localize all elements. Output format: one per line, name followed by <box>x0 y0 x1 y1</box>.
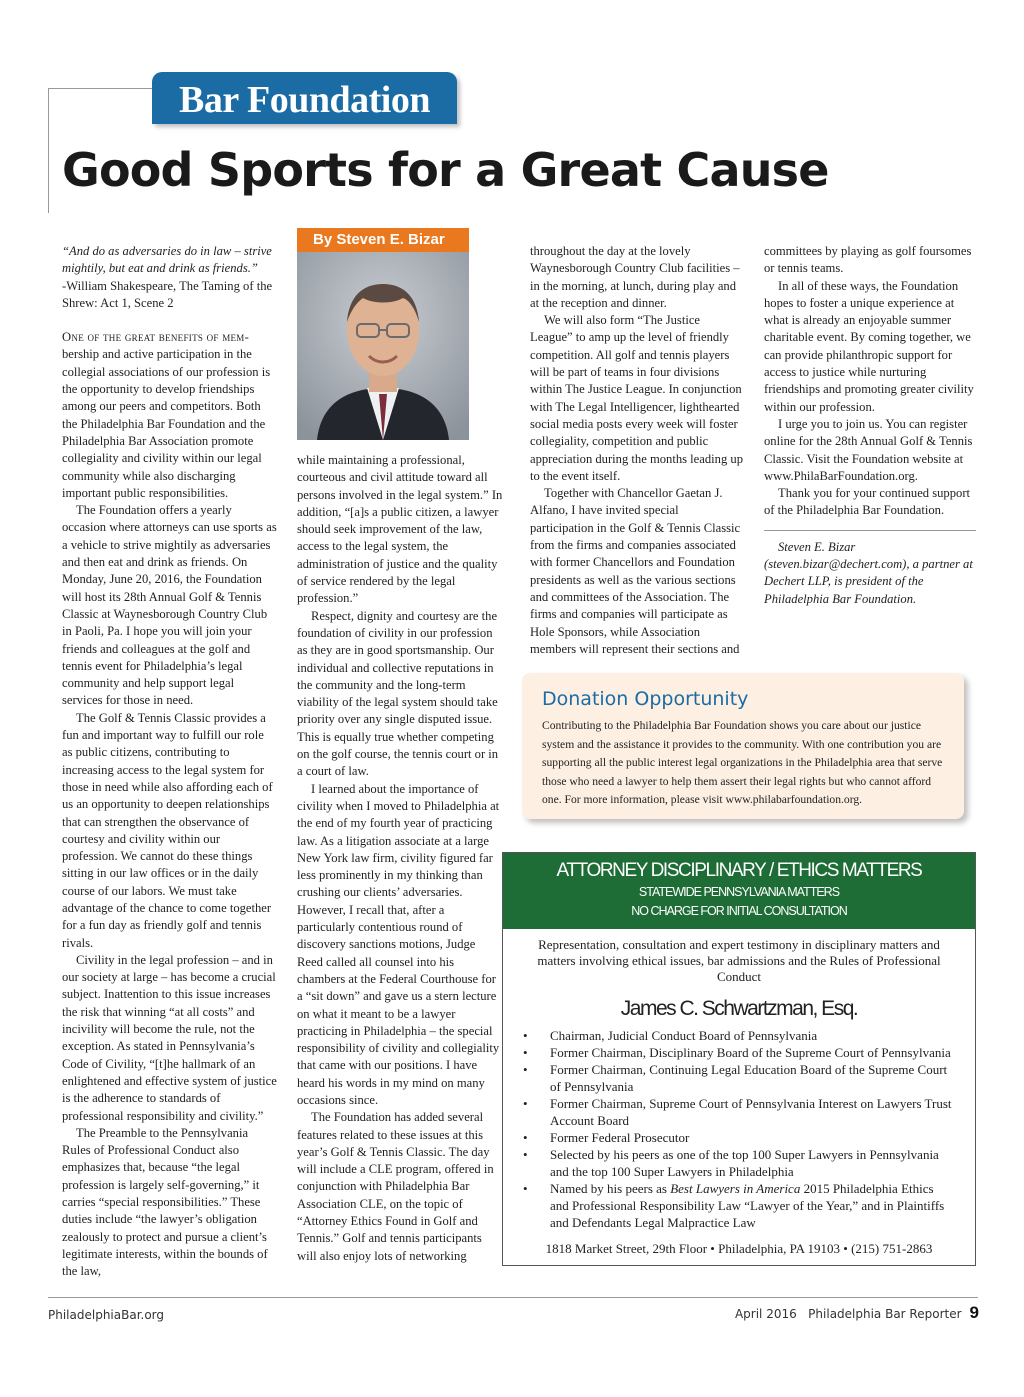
ad-header <box>503 853 975 929</box>
paragraph-8: I learned about the importance of civility when I moved to Philadelphia at the end of my fourth year of practicing law. As a litigation associate at a large New York law firm, civility figured far less prominently in my thinking than crushing our clients’ adversaries. However, I recall that, after a particularly contentious round of discovery sanctions motions, Judge Reed called all counsel into his chambers at the Federal Courthouse for a “sit down” and gave us a stern lecture on what it meant to be a lawyer practicing in Philadelphia – the special responsibility of civility and collegiality that came with our positions. I have heard his words in my mind on many occasions since. <box>297 781 500 1107</box>
section-label: Bar Foundation <box>152 72 457 124</box>
paragraph-11: We will also form “The Justice League” to amp up the level of friendly competition. All golf and tennis players will be part of teams in four divisions within The Justice League. In conjunction with The Legal Intelligencer, lighthearted social media posts every week will foster collegiality, competition and public appreciation during the months leading up to the event itself. <box>530 313 743 483</box>
frame-rule-horizontal <box>48 88 158 89</box>
byline: By Steven E. Bizar <box>297 228 469 252</box>
paragraph-5: The Preamble to the Pennsylvania Rules of Professional Conduct also emphasizes that, because “the legal profession is largely self-governing,” it carries “special responsibilities.” These duties include “the lawyer’s obligation zealously to protect and pursue a client’s legitimate interests, within the bounds of the law, <box>62 1125 268 1279</box>
frame-rule-vertical <box>48 88 49 213</box>
paragraph-12: Together with Chancellor Gaetan J. Alfano, I have invited special participation in the Golf & Tennis Classic from the firms and companies associated with former Chancellors and Foundation presidents as well as the various sections and committees of the Association. The firms and companies will participate as Hole Sponsors, while Association members will represent their sections and <box>530 486 741 656</box>
lead-paragraph: One of the great benefits of mem-bership and active participation in the collegial associations of our profession is the opportunity to develop friendships among our peers and competitors. Both the Philadelphia Bar Foundation and the Philadelphia Bar Association promote collegiality and civility within our legal community while also discharging important public responsibilities. <box>62 330 271 500</box>
donation-text: Contributing to the Philadelphia Bar Foundation shows you care about our justice system and the assistance it provides to the community. With one contribution you are supporting all the public interest legal organizations in the Philadelphia area that serve those who need a lawyer to help them assert their legal rights but who cannot afford one. For more information, please visit www.philabarfoundation.org. <box>542 719 943 807</box>
footer-site[interactable]: PhiladelphiaBar.org <box>48 1308 165 1322</box>
ad-credential-item: • Former Federal Prosecutor <box>521 1129 955 1146</box>
paragraph-4: Civility in the legal profession – and in our society at large – has become a crucial subject. Inattention to this issue increases the risk that winning “at all costs” and incivility will become the rule, not the exception. As stated in Pennsylvania’s Code of Civility, “[t]he hallmark of an enlightened and effective system of justice is the adherence to standards of professional responsibility and civility.” <box>62 952 277 1123</box>
ad-address: 1818 Market Street, 29th Floor • Philadelphia, PA 19103 • (215) 751-2863 <box>545 1241 933 1256</box>
author-photo <box>297 252 469 440</box>
ad-credential-text: Named by his peers as <box>550 1181 671 1196</box>
paragraph-2: The Foundation offers a yearly occasion where attorneys can use sports as a vehicle to strive mightily as adversaries and then eat and drink as friends. On Monday, June 20, 2016, the Foundation will host its 28th Annual Golf & Tennis Classic at Waynesborough Country Club in Paoli, Pa. I hope you will join your friends and colleagues at the golf and tennis event for Philadelphia’s legal community and help support legal services for those in need. <box>62 503 277 708</box>
paragraph-6: while maintaining a professional, courteous and civil attitude toward all persons involved in the legal system.” In addition, “[a]s a public citizen, a lawyer should seek improvement of the law, access to the legal system, the administration of justice and the quality of service rendered by the legal profession.” <box>297 453 503 606</box>
paragraph-13: committees by playing as golf foursomes or tennis teams. <box>764 244 972 276</box>
paragraph-10: throughout the day at the lovely Waynesborough Country Club facilities – in the morning, at lunch, during play and at the reception and dinner. <box>530 244 740 310</box>
footer-issue-text: April 2016 Philadelphia Bar Reporter <box>734 1307 962 1321</box>
ad-credentials <box>503 1023 975 1231</box>
paragraph-16: Thank you for your continued support of the Philadelphia Bar Foundation. <box>764 486 971 518</box>
donation-box <box>522 673 964 819</box>
epigraph-quote: “And do as adversaries do in law – strive mightily, but eat and drink as friends.” <box>62 244 272 276</box>
ad-credential-item: • Former Chairman, Supreme Court of Pennsylvania Interest on Lawyers Trust Account Board <box>521 1095 955 1129</box>
ad-credential-text: 2015 Philadelphia Ethics and Professional Responsibility Law “Lawyer of the Year,” and in Plaintiffs and Defendants Legal Malpractice Law <box>550 1181 945 1230</box>
article-column-4 <box>764 243 976 608</box>
donation-title: Donation Opportunity <box>542 688 749 710</box>
paragraph-15: I urge you to join us. You can register online for the 28th Annual Golf & Tennis Classic. Visit the Foundation website at www.PhilaBarFoundation.org. <box>764 416 973 483</box>
page-number: 9 <box>969 1303 979 1322</box>
ad-attorney-name: James C. Schwartzman, Esq. <box>620 997 858 1020</box>
ad-credential-italic: Best Lawyers in America <box>670 1181 801 1196</box>
paragraph-9: The Foundation has added several features related to these issues at this year’s Golf & Tennis Classic. The day will include a CLE program, offered in conjunction with Philadelphia Bar Association CLE, on the topic of “Attorney Ethics Found in Golf and Tennis.” Golf and tennis participants will also enjoy lots of networking <box>297 1110 494 1263</box>
paragraph-3: The Golf & Tennis Classic provides a fun and important way to fulfill our role as public citizens, contributing to increasing access to the legal system for those in need while also affording each of us an opportunity to deepen relationships that can strengthen the observance of courtesy and civility within our profession. We cannot do these things sitting in our law offices or in the daily course of our labors. We must take advantage of the chance to come together for a fun day as friendly golf and tennis rivals. <box>62 710 273 950</box>
ad-subheading-2: NO CHARGE FOR INITIAL CONSULTATION <box>631 904 847 918</box>
page-title: Good Sports for a Great Cause <box>62 143 829 197</box>
article-column-2 <box>297 452 504 1265</box>
paragraph-7: Respect, dignity and courtesy are the foundation of civility in our profession as they are in good sportsmanship. Our individual and collective reputations in the community and the long-term viability of the legal system should take priority over any single disputed issue. This is equally true whether competing on the golf course, the tennis court or in a court of law. <box>297 608 499 779</box>
ad-subheading-1: STATEWIDE PENNSYLVANIA MATTERS <box>638 885 840 899</box>
article-column-1 <box>62 243 277 1281</box>
ad-credential-item: • Selected by his peers as one of the top 100 Super Lawyers in Pennsylvania and the top 100 Super Lawyers in Philadelphia <box>521 1146 955 1180</box>
footer-rule <box>48 1297 978 1298</box>
ad-heading: ATTORNEY DISCIPLINARY / ETHICS MATTERS <box>556 860 922 881</box>
ad-intro: Representation, consultation and expert testimony in disciplinary matters and matters involving ethical issues, bar admissions and the Rules of Professional Conduct <box>537 937 941 984</box>
ad-credential-item: • Former Chairman, Continuing Legal Education Board of the Supreme Court of Pennsylvania <box>521 1061 955 1095</box>
ad-credential-item: • Former Chairman, Disciplinary Board of the Supreme Court of Pennsylvania <box>521 1044 955 1061</box>
ethics-ad <box>502 852 976 1266</box>
paragraph-14: In all of these ways, the Foundation hopes to foster a unique experience at what is already an enjoyable summer charitable event. By coming together, we can provide philanthropic support for access to justice while nurturing friendships and promoting greater civility within our profession. <box>764 278 974 414</box>
footer-issue <box>735 1303 979 1323</box>
article-column-3 <box>530 243 745 658</box>
author-note: Steven E. Bizar (steven.bizar@dechert.com), a partner at Dechert LLP, is president of the Philadelphia Bar Foundation. <box>764 530 976 608</box>
epigraph-attribution: -William Shakespeare, The Taming of the Shrew: Act 1, Scene 2 <box>62 278 273 310</box>
ad-credential-item: • Chairman, Judicial Conduct Board of Pennsylvania <box>521 1027 955 1044</box>
ad-credential-item <box>521 1180 955 1231</box>
lead-smallcaps: One of the great benefits of mem <box>62 330 245 345</box>
paragraph-1: bership and active participation in the collegial associations of our profession is the opportunity to develop friendships among our peers and competitors. Both the Philadelphia Bar Foundation and the Philadelphia Bar Association promote collegiality and civility within our legal community while also discharging important public responsibilities. <box>62 347 271 500</box>
byline-box <box>297 228 469 440</box>
